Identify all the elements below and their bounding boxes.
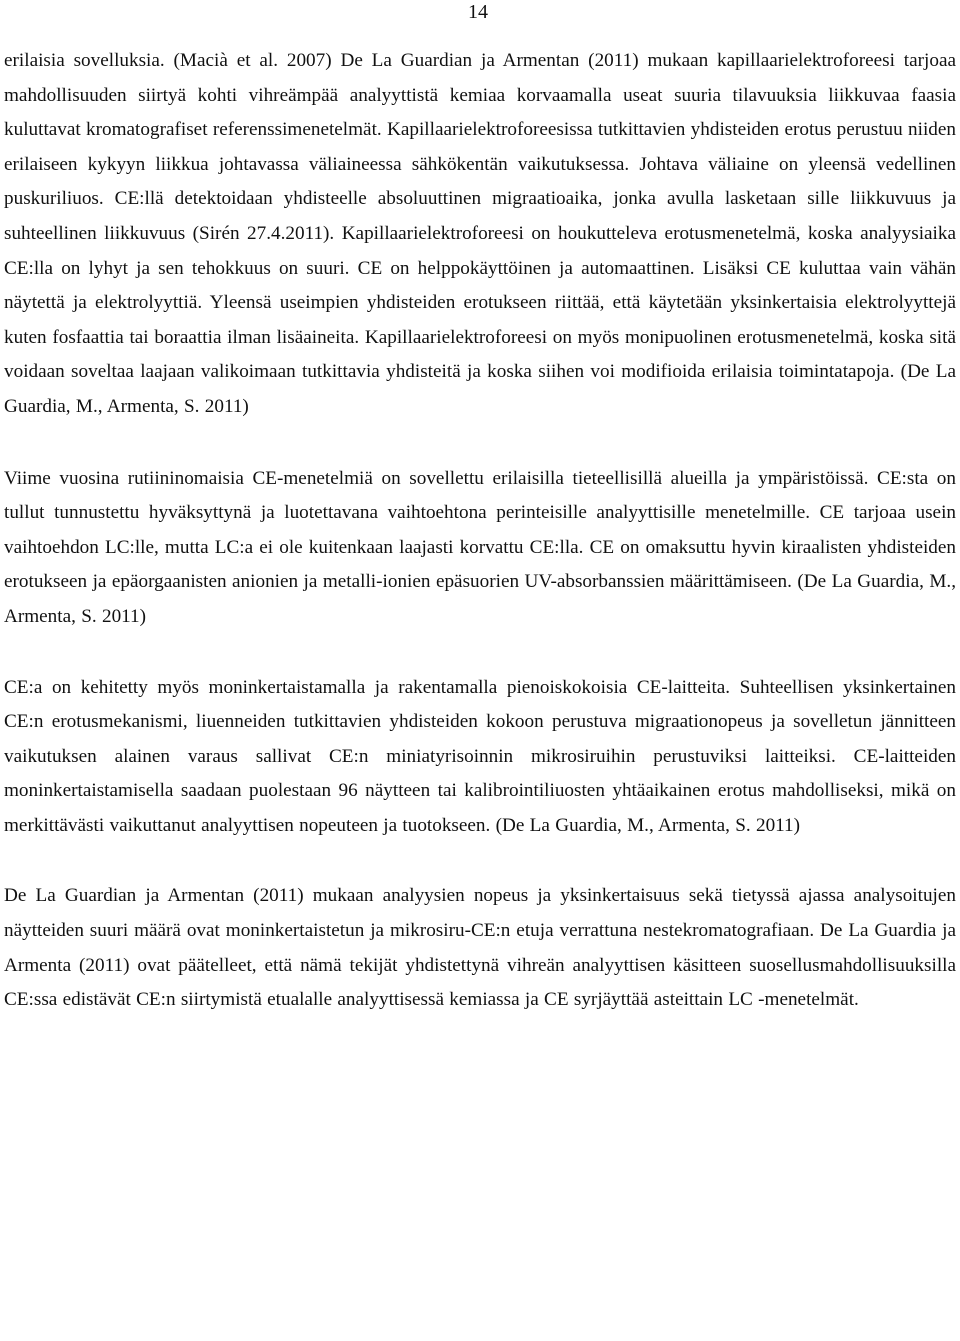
page-number: 14 [468,1,488,23]
paragraph-ce-applications: Viime vuosina rutiininomaisia CE-menetelmiä on sovellettu erilaisilla tieteellisillä alueilla ja ympäristöissä. CE:sta on tullut tunnustettu hyväksyttynä ja luotettavana vaihtoehtona perinteisille analyyttisille menetelmille. CE tarjoaa usein vaihtoehdon LC:lle, mutta LC:a ei ole kuitenkaan laajasti korvattu CE:lla. CE on omaksuttu hyvin kiraalisten yhdisteiden erotukseen ja epäorgaanisten anionien ja metalli-ionien epäsuorien UV-absorbanssien määrittämiseen. (De La Guardia, M., Armenta, S. 2011) [4,467,956,627]
paragraph-ce-overview: erilaisia sovelluksia. (Macià et al. 2007) De La Guardian ja Armentan (2011) mukaan kapillaarielektroforeesi tarjoaa mahdollisuuden siirtyä kohti vihreämpää analyyttistä kemiaa korvaamalla useat suuria tilavuuksia liikkuvaa faasia kuluttavat kromatografiset referenssimenetelmät. Kapillaarielektroforeesissa tutkittavien yhdisteiden erotus perustuu niiden erilaiseen kykyyn liikkua johtavassa väliaineessa sähkökentän vaikutuksessa. Johtava väliaine on yleensä vedellinen puskuriliuos. CE:llä detektoidaan yhdisteelle absoluuttinen migraatioaika, jonka avulla lasketaan sille liikkuvuus ja suhteellinen liikkuvuus (Sirén 27.4.2011). Kapillaarielektroforeesi on houkutteleva erotusmenetelmä, koska analyysiaika CE:lla on lyhyt ja sen tehokkuus on suuri. CE on helppokäyttöinen ja automaattinen. Lisäksi CE kuluttaa vain vähän näytettä ja elektrolyyttiä. Yleensä useimpien yhdisteiden erotukseen riittää, että käytetään yksinkertaisia elektrolyyttejä kuten fosfaattia tai boraattia ilman lisäaineita. Kapillaarielektroforeesi on myös monipuolinen erotusmenetelmä, koska sitä voidaan soveltaa laajaan valikoimaan tutkittavia yhdisteitä ja koska siihen voi modifioida erilaisia toimintatapoja. (De La Guardia, M., Armenta, S. 2011) [4,50,956,417]
document-body [4,44,956,1018]
paragraph-ce-miniaturization: CE:a on kehitetty myös moninkertaistamalla ja rakentamalla pienoiskokoisia CE-laitteita. Suhteellisen yksinkertainen CE:n erotusmekanismi, liuenneiden tutkittavien yhdisteiden kokoon perustuva migraationopeus ja sovelletun jännitteen vaikutuksen alainen varaus sallivat CE:n miniatyrisoinnin mikrosiruihin perustuviksi laitteiksi. CE-laitteiden moninkertaistamisella saadaan puolestaan 96 näytteen tai kalibrointiliuosten yhtäaikainen erotus mahdolliseksi, mikä on merkittävästi vaikuttanut analyyttisen nopeuteen ja tuotokseen. (De La Guardia, M., Armenta, S. 2011) [4,676,956,836]
paragraph-ce-advantages: De La Guardian ja Armentan (2011) mukaan analyysien nopeus ja yksinkertaisuus sekä tietyssä ajassa analysoitujen näytteiden suuri määrä ovat moninkertaistetun ja mikrosiru-CE:n etuja verrattuna nestekromatografiaan. De La Guardia ja Armenta (2011) ovat päätelleet, että nämä tekijät yhdistettynä vihreän analyyttisen käsitteen suosellusmahdollisuuksilla CE:ssa edistävät CE:n siirtymistä etualalle analyyttisessä kemiassa ja CE syrjäyttää asteittain LC -menetelmät. [4,885,956,1011]
